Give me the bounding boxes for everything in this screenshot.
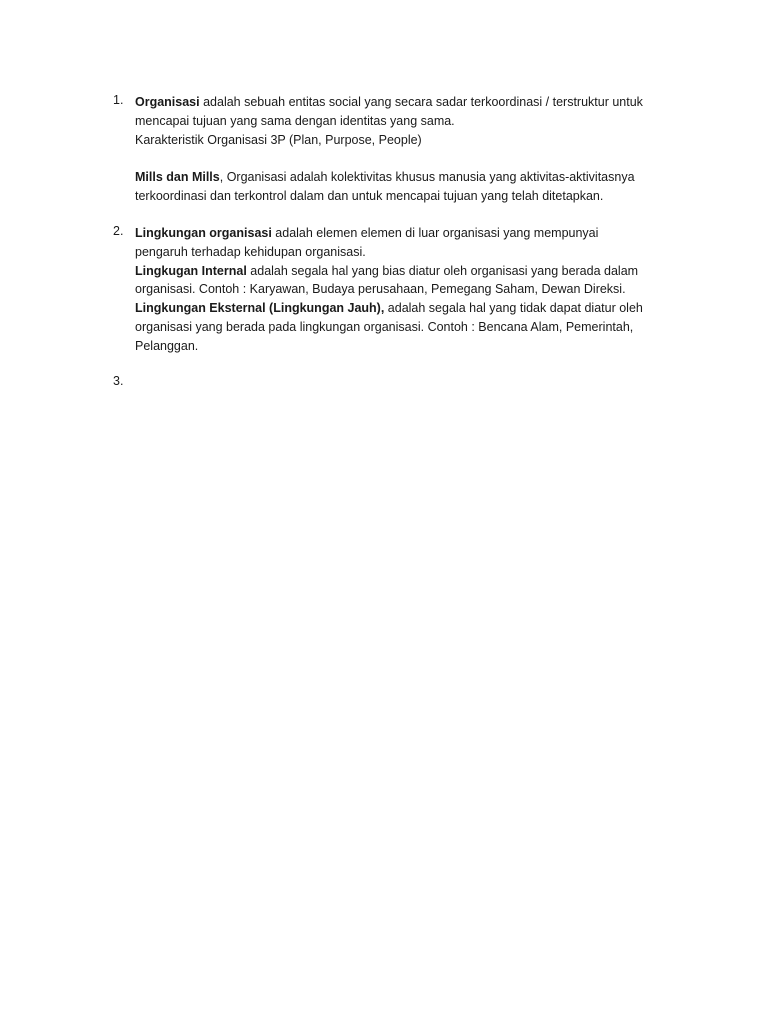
list-number: 3.: [113, 374, 124, 388]
list-item-body: [135, 224, 653, 356]
paragraph-lingkungan-internal: [135, 262, 653, 300]
paragraph-lingkungan-organisasi: [135, 224, 653, 262]
list-number: 2.: [113, 224, 124, 238]
list-item-body: [135, 93, 653, 206]
paragraph-karakteristik: Karakteristik Organisasi 3P (Plan, Purpose, People): [135, 132, 422, 147]
term-organisasi: Organisasi: [135, 95, 200, 109]
term-lingkungan-internal: Lingkugan Internal: [135, 263, 247, 278]
list-number: 1.: [113, 93, 124, 107]
paragraph-mills-dan-mills: [135, 168, 653, 206]
list-item-1: [113, 93, 653, 206]
list-item-2: [113, 224, 653, 356]
definition-text: adalah segala hal yang tidak dapat diatur oleh organisasi yang berada pada lingkungan organisasi. Contoh : Bencana Alam, Pemerintah, Pelanggan.: [135, 301, 643, 353]
definition-text: adalah elemen elemen di luar organisasi yang mempunyai pengaruh terhadap kehidupan organisasi.: [135, 226, 599, 259]
term-mills-dan-mills: Mills dan Mills: [135, 170, 220, 185]
paragraph-definition-organisasi: [135, 93, 653, 131]
definition-text: adalah sebuah entitas social yang secara sadar terkoordinasi / terstruktur untuk mencapai tujuan yang sama dengan identitas yang sama.: [135, 95, 643, 128]
term-lingkungan-organisasi: Lingkungan organisasi: [135, 226, 272, 240]
definition-text: adalah segala hal yang bias diatur oleh organisasi yang berada dalam organisasi. Contoh : Karyawan, Budaya perusahaan, Pemegang Saham, Dewan Direksi.: [135, 263, 639, 297]
definition-text: , Organisasi adalah kolektivitas khusus manusia yang aktivitas-aktivitasnya terkoordinasi dan terkontrol dalam dan untuk mencapai tujuan yang telah ditetapkan.: [135, 170, 635, 203]
paragraph-lingkungan-eksternal: [135, 299, 653, 355]
term-lingkungan-eksternal: Lingkungan Eksternal (Lingkungan Jauh),: [135, 301, 385, 316]
